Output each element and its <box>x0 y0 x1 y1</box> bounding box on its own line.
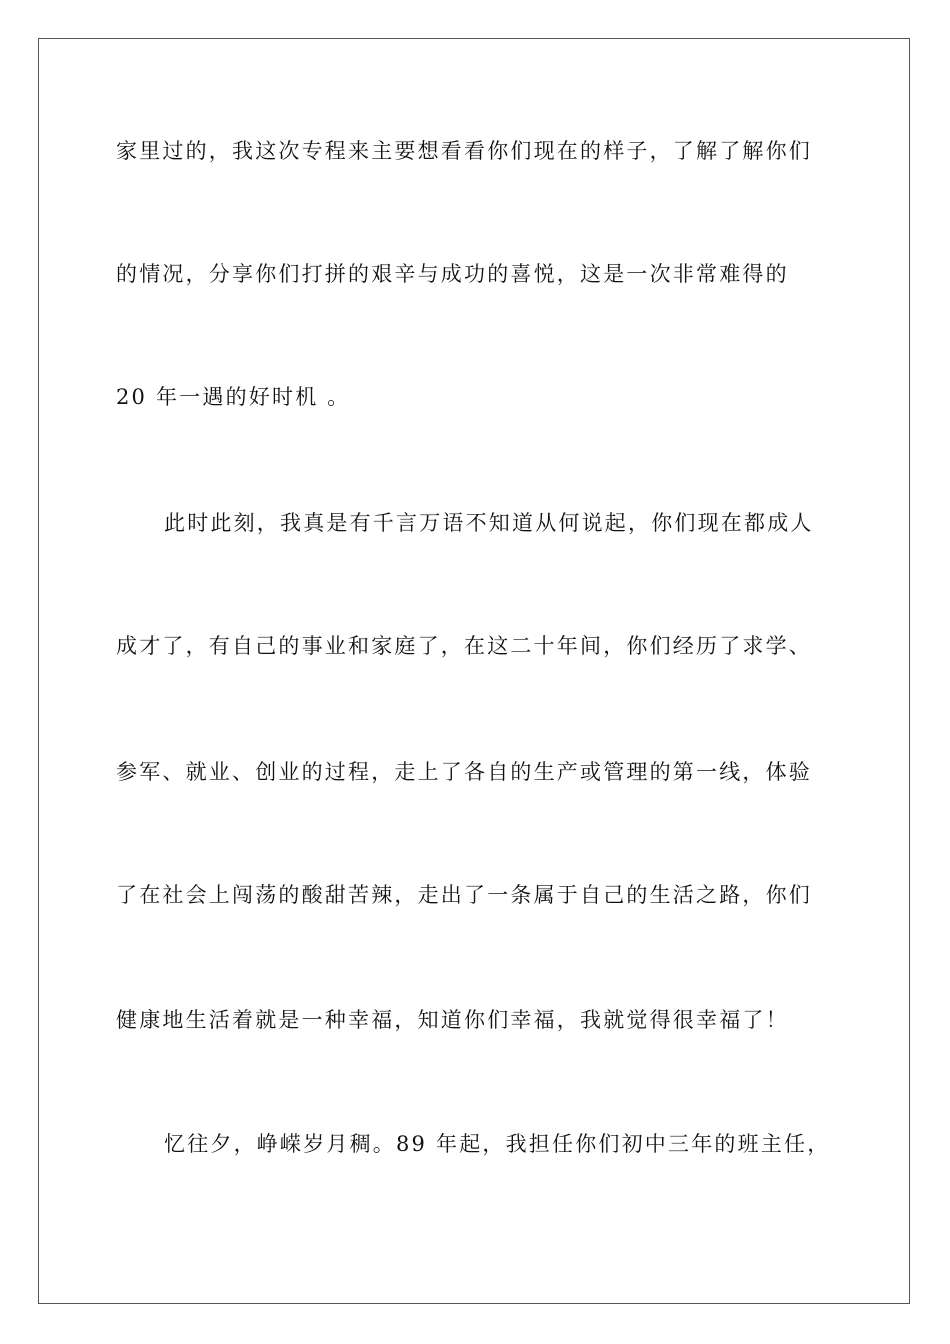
text-line-2: 的情况，分享你们打拼的艰辛与成功的喜悦，这是一次非常难得的 <box>116 262 789 286</box>
text-line-8: 健康地生活着就是一种幸福，知道你们幸福，我就觉得很幸福了！ <box>116 1008 789 1032</box>
text-line-5: 成才了，有自己的事业和家庭了，在这二十年间，你们经历了求学、 <box>116 634 812 658</box>
page-frame <box>38 38 910 1304</box>
paragraph-start-line-4: 此时此刻，我真是有千言万语不知道从何说起，你们现在都成人 <box>164 511 814 535</box>
text-line-3: 20 年一遇的好时机 。 <box>116 385 351 409</box>
text-line-6: 参军、就业、创业的过程，走上了各自的生产或管理的第一线，体验 <box>116 760 812 784</box>
text-line-7: 了在社会上闯荡的酸甜苦辣，走出了一条属于自己的生活之路，你们 <box>116 883 812 907</box>
text-line-1: 家里过的，我这次专程来主要想看看你们现在的样子，了解了解你们 <box>116 139 812 163</box>
paragraph-start-line-9: 忆往夕，峥嵘岁月稠。89 年起，我担任你们初中三年的班主任， <box>164 1132 831 1156</box>
